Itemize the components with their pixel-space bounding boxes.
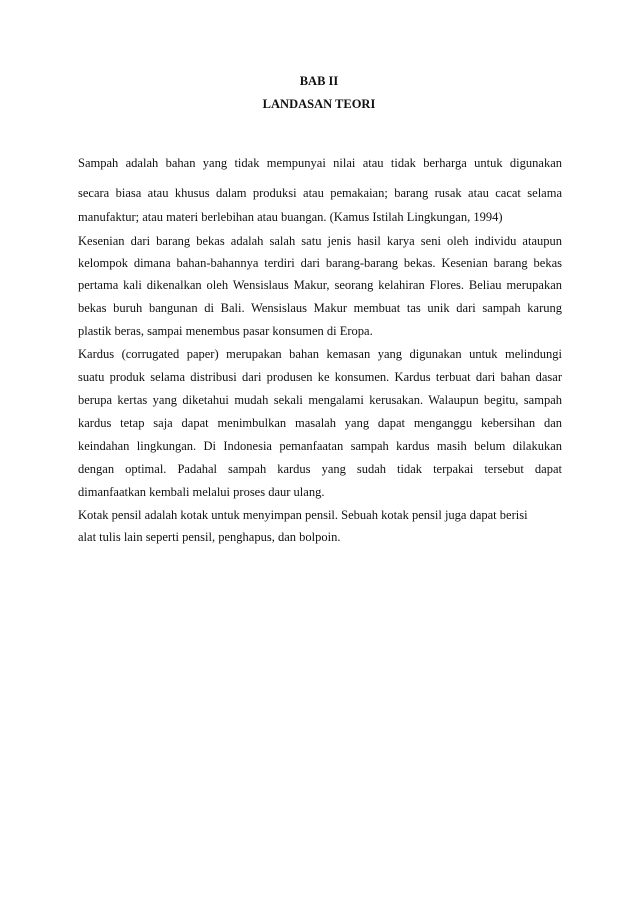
chapter-number: BAB II (299, 74, 339, 88)
paragraph-kesenian-line-5: plastik beras, sampai menembus pasar konsumen di Eropa. (78, 324, 373, 338)
paragraph-sampah-line-3: manufaktur; atau materi berlebihan atau buangan. (Kamus Istilah Lingkungan, 1994) (78, 210, 503, 224)
paragraph-kardus-line-5: keindahan lingkungan. Di Indonesia pemanfaatan sampah kardus masih belum dilakukan (78, 439, 562, 453)
paragraph-kardus-line-7: dimanfaatkan kembali melalui proses daur ulang. (78, 485, 325, 499)
paragraph-kesenian-line-3: pertama kali dikenalkan oleh Wensislaus Makur, seorang kelahiran Flores. Beliau merupakan (78, 278, 562, 292)
paragraph-kardus-line-3: berupa kertas yang diketahui mudah sekali mengalami kerusakan. Walaupun begitu, sampah (78, 393, 562, 407)
paragraph-kardus-line-6: dengan optimal. Padahal sampah kardus yang sudah tidak terpakai tersebut dapat (78, 462, 562, 476)
paragraph-sampah-line-1: Sampah adalah bahan yang tidak mempunyai nilai atau tidak berharga untuk digunakan (78, 156, 562, 170)
paragraph-kotak-pensil-line-2: alat tulis lain seperti pensil, penghapus, dan bolpoin. (78, 530, 341, 544)
paragraph-kesenian-line-1: Kesenian dari barang bekas adalah salah satu jenis hasil karya seni oleh individu ataupun (78, 234, 562, 248)
paragraph-kardus-line-2: suatu produk selama distribusi dari produsen ke konsumen. Kardus terbuat dari bahan dasar (78, 370, 562, 384)
paragraph-kesenian-line-4: bekas buruh bangunan di Bali. Wensislaus Makur membuat tas unik dari sampah karung (78, 301, 562, 315)
paragraph-kardus-line-1: Kardus (corrugated paper) merupakan bahan kemasan yang digunakan untuk melindungi (78, 347, 562, 361)
paragraph-sampah-line-2: secara biasa atau khusus dalam produksi atau pemakaian; barang rusak atau cacat selama (78, 186, 562, 200)
paragraph-kesenian-line-2: kelompok dimana bahan-bahannya terdiri dari barang-barang bekas. Kesenian barang bekas (78, 256, 562, 270)
paragraph-kardus-line-4: kardus tetap saja dapat menimbulkan masalah yang dapat menganggu kebersihan dan (78, 416, 562, 430)
chapter-title: LANDASAN TEORI (262, 97, 376, 111)
paragraph-kotak-pensil-line-1: Kotak pensil adalah kotak untuk menyimpan pensil. Sebuah kotak pensil juga dapat berisi (78, 508, 528, 522)
